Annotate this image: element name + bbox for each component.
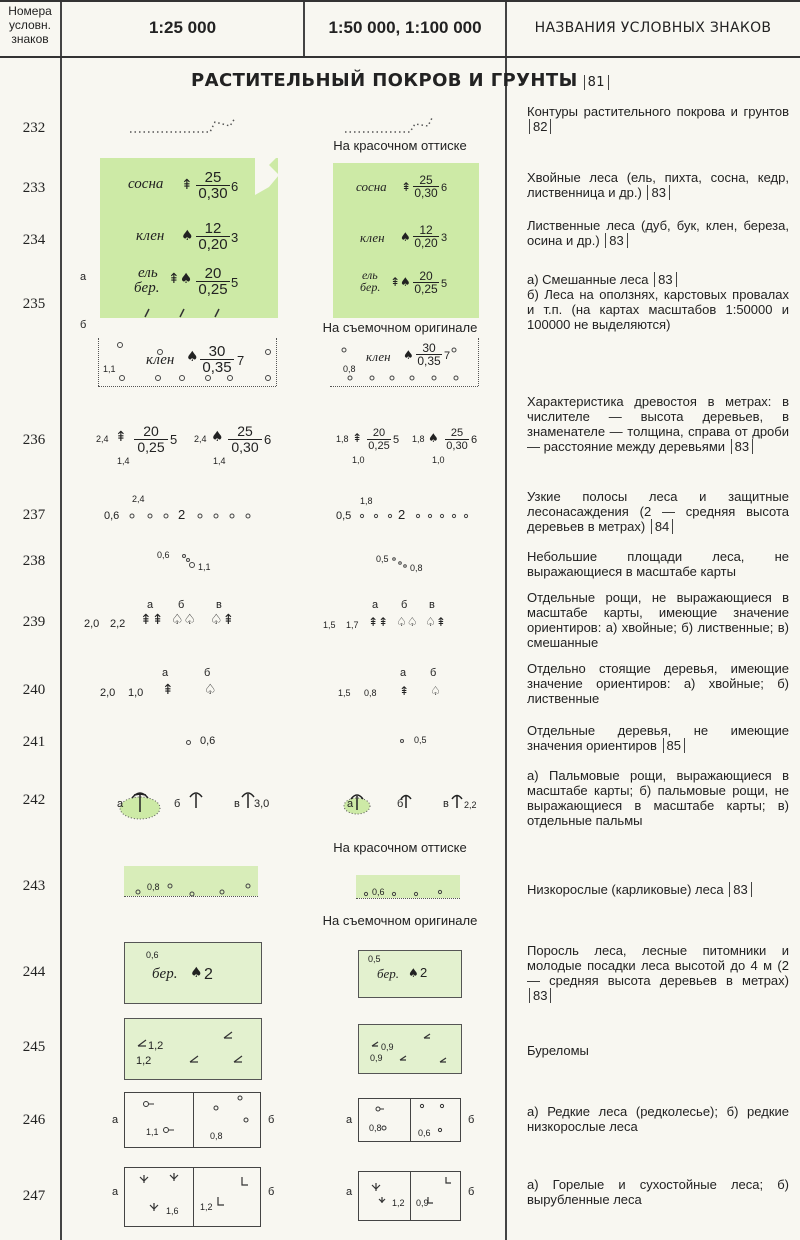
header-scale-25000: 1:25 000	[148, 18, 217, 37]
single-tree-icon	[400, 739, 404, 743]
tree-distance: 6	[471, 434, 478, 446]
tree-spacing-label: 1,1	[198, 562, 211, 572]
variant-label: а	[162, 667, 169, 679]
conifer-tree-icon: ⇞	[162, 682, 174, 698]
tree-height-label: 0,6	[200, 735, 216, 747]
tree-spacing-label: 0,6	[146, 950, 159, 960]
tree-spacing-label: 1,1	[146, 1127, 159, 1137]
variant-label: а	[346, 1186, 353, 1198]
tree-height-label: 2	[398, 507, 406, 522]
tree-height-label: 1,5	[338, 688, 351, 698]
sign-number: 238	[22, 553, 46, 569]
species-label: ель	[362, 268, 378, 282]
sign-description: Небольшие площади леса, не выражающиеся в масштабе карты	[527, 549, 789, 579]
tree-height-label: 0,9	[370, 1053, 383, 1063]
conifer-tree-icon: ⇞	[115, 429, 127, 445]
sign-description: Отдельные рощи, не выражающиеся в масштабе карты, имеющие значение ориентиров: а) хвойные; б) лиственные; в) смешанные	[527, 590, 789, 650]
variant-label: а	[112, 1186, 119, 1198]
sign-number: 236	[22, 432, 46, 448]
conifer-tree-icon: ⇞	[181, 177, 193, 193]
tree-height-label: 2,0	[84, 618, 100, 630]
stand-fraction: $\frac{12}{0,20}$	[196, 221, 230, 252]
tree-height-label: 1,8	[412, 434, 425, 444]
conifer-grove-icon: ⇞⇞	[368, 615, 389, 629]
variant-label: б	[430, 667, 437, 679]
conifer-tree-icon: ⇞	[401, 180, 412, 194]
conifer-tree-icon: ⇞	[352, 431, 363, 445]
species-label: клен	[366, 349, 391, 364]
tree-height-label: 1,8	[336, 434, 349, 444]
deciduous-tree-icon: ♠	[211, 429, 224, 445]
header-sign-names: НАЗВАНИЯ УСЛОВНЫХ ЗНАКОВ	[534, 20, 772, 36]
stand-fraction: $\frac{20}{0,25}$	[196, 266, 230, 297]
tree-distance: 7	[444, 350, 451, 362]
burnt-cut-tree-symbols	[124, 1167, 464, 1227]
stand-fraction: $\frac{20}{0,25}$	[414, 269, 438, 296]
tree-distance: 3	[231, 230, 239, 245]
variant-label: б	[401, 599, 408, 611]
tree-height-label: 1,7	[346, 620, 359, 630]
deciduous-tree-icon: ♠	[181, 228, 194, 244]
page-ref: 84	[651, 519, 673, 534]
variant-label: б	[174, 798, 181, 810]
tree-spacing-label: 0,9	[416, 1198, 429, 1208]
small-forest-dots	[170, 550, 420, 572]
tree-height-label: 2	[204, 966, 213, 983]
deciduous-tree-icon: ♠	[428, 431, 439, 445]
sign-number: 244	[22, 964, 46, 980]
stand-fraction: $\frac{25}{0,30}$	[414, 173, 438, 200]
variant-label: а	[347, 798, 354, 810]
sign-description: а) Горелые и сухостойные леса; б) вырубленные леса	[527, 1177, 789, 1207]
stand-fraction: $\frac{20}{0,25}$	[134, 424, 168, 455]
variant-label: б	[268, 1114, 275, 1126]
sign-description: Отдельные деревья, не имеющие значения ориентиров 85	[527, 723, 789, 753]
mixed-grove-icon: ♤⇞	[210, 612, 235, 628]
tree-height-label: 3,0	[254, 798, 270, 810]
tree-height-label: 1,0	[128, 687, 144, 699]
variant-label: б	[80, 319, 87, 331]
sign-number: 235	[22, 296, 46, 312]
species-label: бер.	[377, 966, 400, 981]
tree-spacing-label: 0,8	[369, 1123, 382, 1133]
tree-height-label: 2,4	[96, 434, 109, 444]
sign-number: 234	[22, 232, 46, 248]
page-ref: 83	[529, 988, 551, 1003]
header-scale-50000-100000: 1:50 000, 1:100 000	[328, 18, 482, 37]
tree-distance: 5	[441, 278, 448, 290]
deciduous-tree-icon: ♠	[186, 349, 199, 365]
column-divider	[505, 0, 507, 1240]
stand-fraction: $\frac{25}{0,30}$	[228, 424, 262, 455]
forest-strip-dots	[120, 508, 480, 522]
page-ref: 83	[605, 233, 627, 248]
sign-number: 247	[22, 1188, 46, 1204]
sign-number: 239	[22, 614, 46, 630]
dwarf-forest-dots	[124, 880, 464, 904]
tree-height-label: 0,5	[414, 735, 427, 745]
sign-number: 246	[22, 1112, 46, 1128]
tree-spacing-label: 0,6	[418, 1128, 431, 1138]
stand-fraction: $\frac{30}{0,35}$	[417, 341, 441, 368]
palm-symbols	[110, 780, 490, 830]
stand-fraction: $\frac{12}{0,20}$	[414, 223, 438, 250]
sign-description: Поросль леса, лесные питомники и молодые посадки леса высотой до 4 м (2 — средняя высота деревьев в метрах) 83	[527, 943, 789, 1003]
tree-height-label: 0,9	[381, 1042, 394, 1052]
sparse-tree-dots	[100, 338, 480, 388]
subhead-color-print: На красочном оттиске	[333, 138, 467, 153]
conifer-tree-icon: ⇞	[399, 684, 410, 698]
variant-label: а	[372, 599, 379, 611]
sign-number: 243	[22, 878, 46, 894]
page-ref: 83	[647, 185, 669, 200]
tree-height-label: 2,2	[110, 618, 126, 630]
species-label: бер.	[360, 280, 381, 294]
species-label: сосна	[356, 179, 387, 194]
windfall-symbols	[124, 1018, 464, 1080]
page-ref: 85	[663, 738, 685, 753]
tree-height-label: 2,4	[194, 434, 207, 444]
variant-label: в	[216, 599, 222, 611]
tree-height-label: 1,2	[148, 1040, 164, 1052]
tree-spacing-label: 0,8	[343, 364, 356, 374]
tree-height-label: 1,5	[323, 620, 336, 630]
species-label: клен	[146, 352, 175, 368]
tree-distance: 5	[393, 434, 400, 446]
deciduous-tree-icon: ♤	[204, 682, 217, 698]
stand-fraction: $\frac{25}{0,30}$	[196, 170, 230, 201]
deciduous-grove-icon: ♤♤	[171, 612, 197, 628]
section-title: РАСТИТЕЛЬНЫЙ ПОКРОВ И ГРУНТЫ 81	[0, 70, 800, 91]
sign-description: Контуры растительного покрова и грунтов 82	[527, 104, 789, 134]
stand-fraction: $\frac{20}{0,25}$	[368, 427, 390, 452]
conifer-grove-icon: ⇞⇞	[140, 612, 164, 628]
variant-label: б	[397, 798, 404, 810]
mixed-grove-icon: ♤⇞	[425, 615, 446, 629]
tree-height-label: 2	[420, 965, 428, 980]
sign-number: 232	[22, 120, 46, 136]
deciduous-grove-icon: ♤♤	[396, 615, 418, 629]
page-ref: 81	[584, 75, 609, 90]
table-header	[0, 0, 800, 58]
deciduous-tree-icon: ♠	[403, 348, 414, 362]
tree-spacing-label: 1,1	[103, 364, 116, 374]
variant-label: а	[346, 1114, 353, 1126]
subhead-color-print: На красочном оттиске	[333, 840, 467, 855]
header-sign-numbers: Номера условн. знаков	[8, 4, 52, 46]
sign-number: 245	[22, 1039, 46, 1055]
sign-number: 241	[22, 734, 46, 750]
variant-label: б	[468, 1186, 475, 1198]
sign-description: а) Смешанные леса 83 б) Леса на оползнях, карстовых провалах и т.п. (на картах масштабов 1:50000 и 100000 не выделяются)	[527, 272, 789, 332]
tree-distance: 5	[170, 432, 178, 447]
tree-spacing-label: 0,5	[376, 554, 389, 564]
tree-spacing-label: 1,0	[352, 455, 365, 465]
variant-label: б	[468, 1114, 475, 1126]
tree-spacing-label: 0,5	[368, 954, 381, 964]
sign-description: Хвойные леса (ель, пихта, сосна, кедр, лиственница и др.) 83	[527, 170, 789, 200]
tree-spacing-label: 0,8	[410, 563, 423, 573]
stand-fraction: $\frac{30}{0,35}$	[200, 344, 234, 375]
sign-number: 242	[22, 792, 46, 808]
page-ref: 83	[729, 882, 751, 897]
species-label: клен	[360, 230, 385, 245]
tree-spacing-label: 1,2	[200, 1202, 213, 1212]
tree-distance: 6	[231, 179, 239, 194]
forest-edge-notch	[255, 155, 285, 195]
variant-label: в	[234, 798, 240, 810]
tree-spacing-label: 1,2	[392, 1198, 405, 1208]
tree-height-label: 0,8	[147, 882, 160, 892]
deciduous-tree-icon: ♠	[408, 966, 419, 980]
sign-number: 240	[22, 682, 46, 698]
sign-number: 233	[22, 180, 46, 196]
sign-description: Низкорослые (карликовые) леса 83	[527, 882, 789, 897]
variant-label: б	[178, 599, 185, 611]
page-ref: 82	[529, 119, 551, 134]
page-ref: 83	[731, 439, 753, 454]
stand-fraction: $\frac{25}{0,30}$	[446, 427, 468, 452]
tree-spacing-label: 0,8	[210, 1131, 223, 1141]
tree-height-label: 0,6	[372, 887, 385, 897]
tree-height-label: 2,4	[132, 494, 145, 504]
page-ref: 83	[654, 272, 676, 287]
deciduous-tree-icon: ♤	[430, 684, 441, 698]
tree-height-label: 0,8	[364, 688, 377, 698]
variant-label: в	[443, 798, 449, 810]
variant-label: а	[112, 1114, 119, 1126]
tree-height-label: 2,2	[464, 800, 477, 810]
tree-distance: 6	[264, 432, 272, 447]
tree-height-label: 2	[178, 507, 186, 522]
tree-height-label: 1,8	[360, 496, 373, 506]
sign-number: 237	[22, 507, 46, 523]
variant-label: а	[400, 667, 407, 679]
sign-description: а) Пальмовые рощи, выражающиеся в масштабе карты; б) пальмовые рощи, не выражающиеся в масштабе карты; в) отдельные пальмы	[527, 768, 789, 828]
sign-description: Отдельно стоящие деревья, имеющие значение ориентиров: а) хвойные; б) лиственные	[527, 661, 789, 706]
sign-description: Узкие полосы леса и защитные лесонасаждения (2 — средняя высота деревьев в метрах) 84	[527, 489, 789, 534]
sign-description: Буреломы	[527, 1043, 589, 1058]
tree-spacing-label: 1,4	[117, 456, 130, 466]
tree-spacing-label: 1,4	[213, 456, 226, 466]
tree-height-label: 1,2	[136, 1055, 152, 1067]
sign-description: а) Редкие леса (редколесье); б) редкие низкорослые леса	[527, 1104, 789, 1134]
landslide-hatch	[140, 305, 240, 319]
tree-distance: 6	[441, 182, 448, 194]
tree-spacing-label: 0,6	[104, 510, 120, 522]
mixed-tree-icon: ⇞♠	[390, 275, 411, 289]
tree-height-label: 2,0	[100, 687, 116, 699]
tree-distance: 5	[231, 275, 239, 290]
tree-spacing-label: 1,0	[432, 455, 445, 465]
column-divider	[60, 0, 62, 1240]
mixed-tree-icon: ⇞♠	[168, 271, 193, 287]
sign-description: Лиственные леса (дуб, бук, клен, береза, осина и др.) 83	[527, 218, 789, 248]
species-label: сосна	[128, 176, 164, 192]
variant-label: а	[80, 271, 87, 283]
variant-label: а	[147, 599, 154, 611]
species-label: бер.	[152, 966, 178, 982]
subhead-survey-original: На съемочном оригинале	[322, 913, 478, 928]
deciduous-tree-icon: ♠	[190, 965, 203, 981]
tree-spacing-label: 1,6	[166, 1206, 179, 1216]
vegetation-contour-symbol	[120, 110, 500, 140]
tree-spacing-label: 0,5	[336, 510, 352, 522]
variant-label: б	[268, 1186, 275, 1198]
sign-description: Характеристика древостоя в метрах: в числителе — высота деревьев, в знаменателе — толщина, справа от дроби — расстояние между деревьями 83	[527, 394, 789, 454]
single-tree-icon	[186, 740, 191, 745]
variant-label: а	[117, 798, 124, 810]
tree-distance: 3	[441, 232, 448, 244]
species-label: клен	[136, 228, 165, 244]
species-label: бер.	[134, 280, 160, 296]
subhead-survey-original: На съемочном оригинале	[322, 320, 478, 335]
sparse-tree-symbols	[124, 1092, 464, 1148]
tree-spacing-label: 0,6	[157, 550, 170, 560]
species-label: ель	[138, 265, 158, 281]
variant-label: в	[429, 599, 435, 611]
deciduous-tree-icon: ♠	[400, 230, 411, 244]
tree-distance: 7	[237, 353, 245, 368]
variant-label: б	[204, 667, 211, 679]
